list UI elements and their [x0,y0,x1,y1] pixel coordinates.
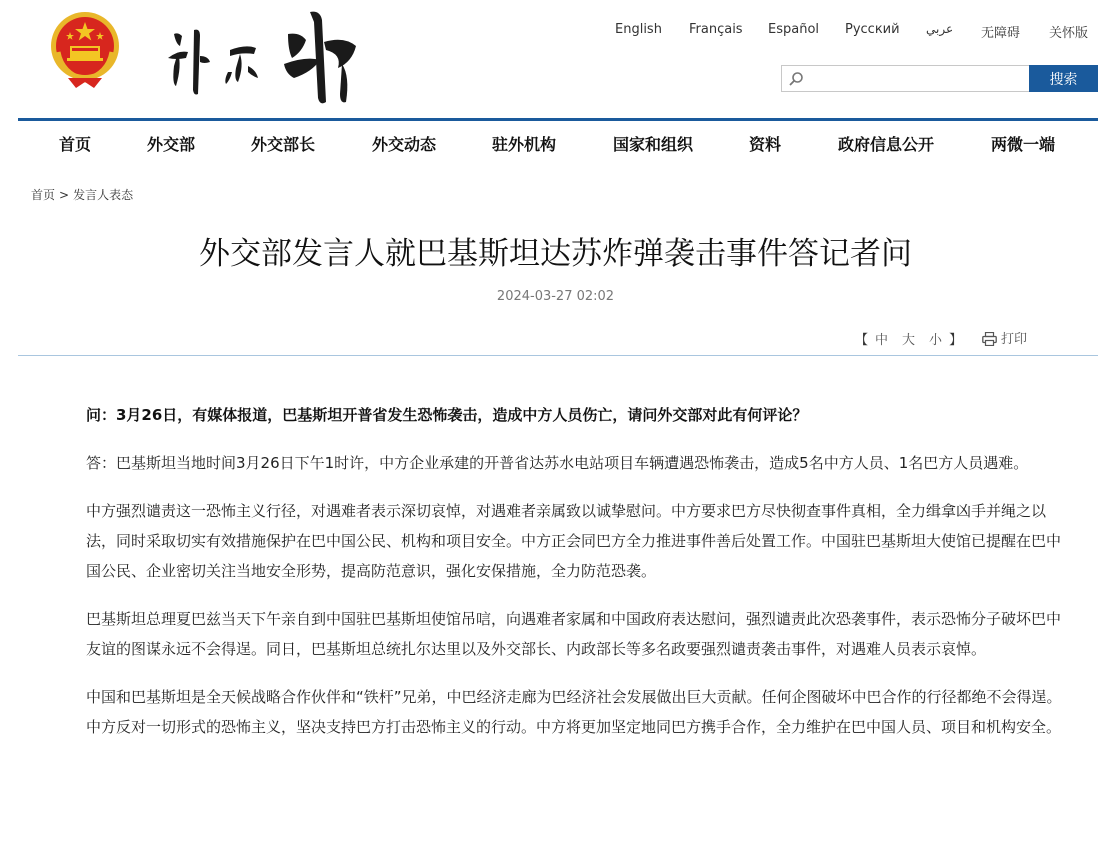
search-box [781,65,1030,92]
breadcrumb-current-link[interactable]: 发言人表态 [73,188,134,202]
article-date: 2024-03-27 02:02 [496,289,615,304]
article-question: 问：3月26日，有媒体报道，巴基斯坦开普省发生恐怖袭击，造成中方人员伤亡，请问外交部对此有何评论？ [86,406,808,424]
article-paragraph: 中方强烈谴责这一恐怖主义行径，对遇难者表示深切哀悼，对遇难者亲属致以诚挚慰问。中方要求巴方尽快彻查事件真相，全力缉拿凶手并绳之以法，同时采取切实有效措施保护在巴中国公民、机构和项目安全。中方正会同巴方全力推进事件善后处置工作。中国驻巴基斯坦大使馆已提醒在巴中国公民、企业密切关注当地安全形势，提高防范意识，强化安保措施，全力防范恐袭。 [86,502,1062,580]
lang-arabic-link[interactable]: عربي [926,22,954,36]
article-paragraph: 中国和巴基斯坦是全天候战略合作伙伴和“铁杆”兄弟，中巴经济走廊为巴经济社会发展做出巨大贡献。任何企图破坏中巴合作的行径都绝不会得逞。中方反对一切形式的恐怖主义，坚决支持巴方打击恐怖主义的行动。中方将更加坚定地同巴方携手合作，全力维护在巴中国人员、项目和机构安全。 [86,688,1062,736]
lang-french-link[interactable]: Français [689,22,743,37]
nav-item-social-media[interactable]: 两微一端 [991,135,1056,154]
search-input[interactable] [808,68,1026,89]
elderly-care-link[interactable]: 关怀版 [1049,26,1089,41]
nav-item-ministry[interactable]: 外交部 [147,135,196,154]
search-button[interactable]: 搜索 [1029,65,1098,92]
printer-icon [982,332,997,346]
nav-item-activities[interactable]: 外交动态 [372,135,437,154]
article-title: 外交部发言人就巴基斯坦达苏炸弹袭击事件答记者问 [199,236,912,272]
font-size-small-button[interactable]: 小 [929,333,943,348]
main-nav [18,121,1098,163]
article-paragraph: 巴基斯坦总理夏巴兹当天下午亲自到中国驻巴基斯坦使馆吊唁，向遇难者家属和中国政府表达慰问，强烈谴责此次恐袭事件，表示恐怖分子破坏巴中友谊的图谋永远不会得逞。同日，巴基斯坦总统扎尔达里以及外交部长、内政部长等多名政要强烈谴责袭击事件，对遇难人员表示哀悼。 [86,610,1062,658]
nav-item-gov-info[interactable]: 政府信息公开 [838,135,935,154]
lang-spanish-link[interactable]: Español [768,22,820,37]
lang-english-link[interactable]: English [615,22,662,37]
font-size-medium-button[interactable]: 大 [902,333,916,348]
content-divider [18,355,1098,356]
article-paragraph: 答：巴基斯坦当地时间3月26日下午1时许，中方企业承建的开普省达苏水电站项目车辆遭遇恐怖袭击，造成5名中方人员、1名巴方人员遇难。 [86,454,1029,472]
search-icon [788,71,804,87]
print-button[interactable] [982,328,1027,347]
emblem-icon [48,8,122,90]
font-size-controls [855,329,962,347]
nav-item-home[interactable]: 首页 [59,135,92,154]
breadcrumb-home-link[interactable]: 首页 [31,188,56,202]
nav-item-minister[interactable]: 外交部长 [251,135,316,154]
breadcrumb [31,186,133,203]
calligraphy-logo [160,6,370,112]
font-size-bracket-close: 】 [949,333,963,348]
nav-item-countries[interactable]: 国家和组织 [613,135,694,154]
site-header [0,0,1111,118]
font-size-bracket-open: 【 [855,333,869,348]
print-label: 打印 [1001,332,1028,347]
nav-item-resources[interactable]: 资料 [749,135,782,154]
nav-item-missions[interactable]: 驻外机构 [492,135,557,154]
font-size-large-button[interactable]: 中 [875,333,889,348]
accessibility-link[interactable]: 无障碍 [981,26,1021,41]
lang-russian-link[interactable]: Русский [845,22,900,37]
breadcrumb-separator: > [59,188,70,202]
article-body [86,400,1066,760]
